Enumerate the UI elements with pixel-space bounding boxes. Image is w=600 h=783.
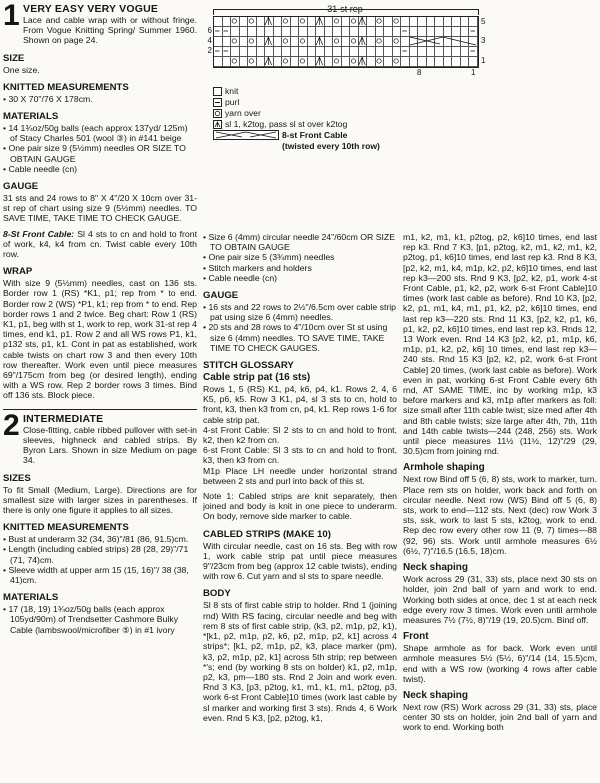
chart-cell	[299, 17, 308, 27]
chart-cell	[410, 47, 419, 57]
chart-cell	[214, 37, 223, 47]
chart-cell	[248, 27, 257, 37]
measurement-item: • Bust at underarm 32 (34, 36)"/81 (86, 91.5)cm.	[3, 534, 197, 544]
gauge-item: • 16 sts and 22 rows to 2½"/6.5cm over cable strip pat using size 6 (4mm) needles.	[203, 302, 397, 322]
chart-cell	[231, 57, 240, 67]
chart-cell	[257, 47, 266, 57]
chart-cell	[248, 37, 257, 47]
chart-cell	[333, 47, 342, 57]
neck-shaping-text: Work across 29 (31, 33) sts, place next 30 sts on holder, join 2nd ball of yarn and work to end. Working both sides at once, dec 1 st at each neck edge every row 3 times. Work even until armhole measures 7½ (7½, 8)"/19 (19, 20.5)cm. Bind off.	[403, 574, 597, 625]
chart-cell	[282, 17, 291, 27]
chart-cell	[240, 47, 249, 57]
chart-cell	[444, 57, 453, 67]
chart-cell	[214, 17, 223, 27]
chart-cell	[240, 27, 249, 37]
chart-cell	[308, 17, 317, 27]
chart-row-label-4: 4	[207, 36, 212, 45]
chart-cell	[410, 27, 419, 37]
chart-cell	[299, 37, 308, 47]
chart-cell	[384, 57, 393, 67]
chart-cell	[435, 47, 444, 57]
chart-cell	[231, 37, 240, 47]
material-item: • Cable needle (cn)	[203, 273, 397, 283]
chart-cell	[274, 57, 283, 67]
chart-cell	[291, 47, 300, 57]
section-heading-gauge: GAUGE	[3, 181, 39, 193]
chart-cell	[452, 27, 461, 37]
chart-cell	[418, 57, 427, 67]
chart-cell	[401, 47, 410, 57]
chart-cell	[325, 27, 334, 37]
chart-cell	[223, 27, 232, 37]
chart-cell	[291, 57, 300, 67]
chart-cell	[274, 47, 283, 57]
chart-cell	[393, 57, 402, 67]
chart-cell	[257, 17, 266, 27]
chart-cell	[367, 27, 376, 37]
material-item: • 17 (18, 19) 1¾oz/50g balls (each approx 105yd/90m) of Trendsetter Cashmore Bulky Cable (lambswool/microfiber ⑤) in #1 ivory	[3, 604, 197, 635]
material-item: • Stitch markers and holders	[203, 263, 397, 273]
chart-cell	[435, 57, 444, 67]
chart-cell	[418, 47, 427, 57]
chart-cell	[299, 47, 308, 57]
chart-cell	[350, 27, 359, 37]
project-1-header	[3, 0, 197, 46]
chart-cell	[274, 37, 283, 47]
chart-cell	[257, 27, 266, 37]
chart-cell	[282, 47, 291, 57]
chart-cell	[282, 57, 291, 67]
chart-cell	[393, 17, 402, 27]
chart-cell	[316, 47, 325, 57]
section-heading-measurements: KNITTED MEASUREMENTS	[3, 81, 129, 93]
chart-cell	[427, 17, 436, 27]
chart-cell	[401, 17, 410, 27]
chart-cell	[410, 57, 419, 67]
chart-cell	[469, 47, 478, 57]
chart-cell	[401, 27, 410, 37]
chart-cell	[274, 27, 283, 37]
chart-repeat-label: 31-st rep	[327, 4, 363, 14]
m1p-definition: M1p Place LH needle under horizontal strand between 2 sts and purl into back of this st.	[203, 465, 397, 486]
chart-cell	[257, 57, 266, 67]
chart-cell	[299, 27, 308, 37]
chart-cell	[427, 37, 436, 47]
section-heading-wrap: WRAP	[3, 266, 33, 278]
chart-cell	[469, 57, 478, 67]
chart-cell	[444, 37, 453, 47]
chart-cell	[231, 17, 240, 27]
chart-cell	[342, 37, 351, 47]
chart-cell	[248, 47, 257, 57]
chart-cell	[316, 37, 325, 47]
section-heading-materials: MATERIALS	[3, 592, 59, 604]
chart-cell	[461, 37, 470, 47]
note-1: Note 1: Cabled strips are knit separately, then joined and body is knit in one piece to underarm. On body, remove side marker to cable.	[203, 491, 397, 522]
key-knit: knit	[213, 86, 380, 97]
chart-cell	[427, 27, 436, 37]
neck-shaping-heading: Neck shaping	[403, 562, 469, 574]
cable-strip-heading: Cable strip pat (16 sts)	[203, 372, 311, 384]
armhole-shaping-text: Next row Bind off 5 (6, 8) sts, work to marker, turn. Place rem sts on holder, work back and forth on circular needle. Next row (WS) Bind off 5 (6, 8) sts, work to end—112 sts. Next (dec) row Work 3 sts, ssk, work to last 5 sts, k2tog, work to end. Rep dec row every other row 11 (9, 7) times—88 (92, 96) sts. Work until armhole measures 6½ (6½, 7)"/16.5 (16.5, 18)cm.	[403, 474, 597, 556]
chart-cell	[384, 27, 393, 37]
project-title: INTERMEDIATE	[23, 412, 104, 425]
chart-cell	[367, 17, 376, 27]
section-heading-measurements: KNITTED MEASUREMENTS	[3, 522, 129, 534]
chart-cell	[316, 57, 325, 67]
chart-cell	[359, 57, 368, 67]
section-heading-materials: MATERIALS	[3, 111, 59, 123]
chart-cell	[469, 27, 478, 37]
chart-cell	[325, 17, 334, 27]
chart-col-label-1: 1	[471, 68, 476, 77]
chart-row-label-5: 5	[481, 17, 486, 26]
chart-cell	[401, 57, 410, 67]
chart-cell	[214, 27, 223, 37]
chart-cell	[359, 47, 368, 57]
material-item: • Cable needle (cn)	[3, 164, 197, 174]
chart-cell	[350, 37, 359, 47]
chart-cell	[469, 17, 478, 27]
chart-cell	[461, 57, 470, 67]
project-number: 2	[3, 408, 20, 442]
chart-row-label-6: 6	[207, 26, 212, 35]
front-neck-shaping-text: Next row (RS) Work across 29 (31, 33) sts, place center 30 sts on holder, join 2nd ball of yarn and work to end. Working both	[403, 701, 597, 733]
chart-row-label-3: 3	[481, 36, 486, 45]
chart-row-label-2: 2	[207, 46, 212, 55]
material-item: • Size 6 (4mm) circular needle 24"/60cm OR SIZE TO OBTAIN GAUGE	[203, 232, 397, 252]
chart-cell	[342, 17, 351, 27]
chart-cell	[418, 37, 427, 47]
section-heading-body: BODY	[203, 588, 231, 600]
chart-cell	[214, 57, 223, 67]
chart-cell	[401, 37, 410, 47]
front-text: Shape armhole as for back. Work even until armhole measures 5½ (5½, 6)"/14 (14, 15.5)cm, end with a WS row (working 4 rows after cable twist).	[403, 643, 597, 684]
chart-cell	[410, 17, 419, 27]
chart-cell	[265, 27, 274, 37]
chart-cell	[333, 17, 342, 27]
chart-cell	[461, 47, 470, 57]
project-intro: Close-fitting, cable ribbed pullover with set-in sleeves, highneck and cabled strips. By Byron Lars. Shown in size Medium on page 34.	[23, 424, 197, 466]
chart-cell	[384, 47, 393, 57]
chart-cell	[248, 57, 257, 67]
chart-cell	[393, 27, 402, 37]
chart-cell	[418, 17, 427, 27]
material-item: • One pair size 5 (3¾mm) needles	[203, 252, 397, 262]
purl-square-icon	[213, 98, 222, 107]
chart-cell	[223, 37, 232, 47]
chart-cell	[308, 27, 317, 37]
chart-cell	[274, 17, 283, 27]
gauge-item: • 20 sts and 28 rows to 4"/10cm over St st using size 6 (4mm) needles. TO SAVE TIME, TAKE TIME TO CHECK GAUGES.	[203, 322, 397, 353]
knit-square-icon	[213, 87, 222, 96]
body-text: Sl 8 sts of first cable strip to holder. Rnd 1 (joining rnd) With RS facing, circular needle and beg with rem 8 sts of first cable strip, (k3, p2, m1p, p2, k1), *[k1, p2, m1p, p2, k6, p2, m1p, p2, k1] across 4 strips*; [k1, p2, m1p, p2, k3, place marker (pm), k3, p2, m1p, p2, k1] across 5th strip; rep between *'s; end (by working 8 sts on holder) k1, p2, m1p, p2, k3, pm—180 sts. Rnd 2 Join and work even. Rnd 3 K3, [p3, p2tog, k1, m1, k1, m1, p2tog, p3, work 6-st Front Cable]10 times (work last cable by sl marker and working first 3 sts). Rnds 4, 6 Work even. Rnd 5 K3, [p2, p2tog, k1,	[203, 600, 397, 723]
chart-cell	[376, 37, 385, 47]
key-sl1-k2tog-psso: sl 1, k2tog, pass sl st over k2tog	[213, 119, 380, 130]
front-heading: Front	[403, 631, 429, 643]
chart-cell	[461, 17, 470, 27]
column-3	[403, 232, 597, 783]
cable-definition: 8-St Front Cable: Sl 4 sts to cn and hold to front of work, k4, k4 from cn. Twist cable every 10th row.	[3, 228, 197, 260]
chart-cell	[376, 57, 385, 67]
chart-cell	[393, 37, 402, 47]
chart-cell	[367, 57, 376, 67]
chart-cell	[427, 47, 436, 57]
chart-cell	[350, 57, 359, 67]
chart-grid	[213, 16, 479, 68]
chart-cell	[393, 47, 402, 57]
column-2	[203, 232, 397, 783]
section-heading-size: SIZE	[3, 52, 25, 64]
cable-strip-pattern: Rows 1, 5 (RS) K1, p4, k6, p4, k1. Rows 2, 4, 6 K5, p6, k5. Row 3 K1, p4, sl 3 sts to cn, hold to front, k3, then k3 from cn, p4, k1. Rep rows 1-6 for cable strip pat.	[203, 384, 397, 425]
section-heading-cabled-strips: CABLED STRIPS (MAKE 10)	[203, 528, 331, 540]
material-item: • One pair size 9 (5½mm) needles OR SIZE TO OBTAIN GAUGE	[3, 143, 197, 163]
chart-cell	[359, 17, 368, 27]
chart-cell	[435, 17, 444, 27]
chart-cell	[316, 17, 325, 27]
key-8st-front-cable: 8-st Front Cable (twisted every 10th row)	[213, 130, 380, 150]
chart-cell	[452, 17, 461, 27]
sizes-text: To fit Small (Medium, Large). Directions are for smallest size with larger sizes in parentheses. If there is only one figure it applies to all sizes.	[3, 484, 197, 515]
measurement-item: • 30 X 70"/76 X 178cm.	[3, 94, 197, 104]
chart-cell	[333, 37, 342, 47]
chart-cell	[342, 47, 351, 57]
chart-row-label-1: 1	[481, 56, 486, 65]
size-text: One size.	[3, 64, 40, 75]
chart-cell	[376, 27, 385, 37]
chart-cell	[265, 57, 274, 67]
chart-cell	[214, 47, 223, 57]
chart-key	[213, 86, 380, 150]
chart-cell	[257, 37, 266, 47]
chart-repeat-bracket	[213, 9, 479, 15]
key-purl: purl	[213, 97, 380, 108]
chart-cell	[342, 57, 351, 67]
chart-cell	[299, 57, 308, 67]
chart-cell	[248, 17, 257, 27]
chart-cell	[325, 57, 334, 67]
yarn-over-circle-icon	[213, 109, 222, 118]
chart-cell	[350, 47, 359, 57]
chart-cell	[350, 17, 359, 27]
chart-cell	[452, 47, 461, 57]
section-heading-glossary: STITCH GLOSSARY	[203, 360, 294, 372]
front-neck-shaping-heading: Neck shaping	[403, 689, 469, 701]
chart-cell	[384, 37, 393, 47]
chart-cell	[282, 37, 291, 47]
chart-cell	[240, 17, 249, 27]
chart-cell	[435, 27, 444, 37]
chart-cell	[231, 47, 240, 57]
six-st-front-cable: 6-st Front Cable: Sl 3 sts to cn and hold to front, k3, then k3 from cn.	[203, 445, 397, 466]
chart-cell	[223, 57, 232, 67]
chart-col-label-8: 8	[417, 68, 422, 77]
chart-cell	[376, 47, 385, 57]
chart-cell	[240, 37, 249, 47]
chart-cell	[367, 37, 376, 47]
chart-cell	[461, 27, 470, 37]
four-st-front-cable: 4-st Front Cable: Sl 2 sts to cn and hold to front, k2, then k2 from cn.	[203, 424, 397, 446]
chart-cell	[291, 27, 300, 37]
chart-cell	[359, 37, 368, 47]
key-yarn-over: yarn over	[213, 108, 380, 119]
project-title: VERY EASY VERY VOGUE	[23, 3, 159, 15]
chart-cell	[435, 37, 444, 47]
chart-cell	[308, 57, 317, 67]
material-item: • 14 1¾oz/50g balls (each approx 137yd/ 125m) of Stacy Charles 501 (wool ③) in #141 beige	[3, 123, 197, 143]
chart-cell	[367, 47, 376, 57]
section-heading-sizes: SIZES	[3, 472, 31, 484]
chart-cell	[223, 47, 232, 57]
chart-cell	[240, 57, 249, 67]
chart-cell	[308, 37, 317, 47]
chart-cell	[444, 47, 453, 57]
chart-cell	[325, 37, 334, 47]
chart-cell	[418, 27, 427, 37]
chart-cell	[444, 27, 453, 37]
chart-cell	[231, 27, 240, 37]
project-divider	[3, 409, 197, 410]
chart-cell	[444, 17, 453, 27]
lace-cable-chart	[203, 2, 597, 230]
chart-cell	[325, 47, 334, 57]
body-text-continued: m1, k2, m1, k1, p2tog, p2, k6]10 times, end last rep k3. Rnd 7 K3, [p1, p2tog, k2, m1, k2, m1, k2, p2tog, p1, k6]10 times, end last rep k3. Rnd 8 K3, [p2, k2, m1, k4, m1p, k2, p2, k6]10 times, end last rep k3—200 sts. Rnd 9 K3, [p2, k2, p1, work 4-st Front Cable, p1, k2, p2, work 6-st Front Cable]10 times (work last cable as before). Rnd 10 K3, [p2, k2, p1, m1, k4, m1, p1, k2, p2, k6]10 times, end last rep k3—220 sts. Rnd 11 K3, [p2, k2, p1, k6, p1, k2, p2, k6]10 times, end last rep k3. Rnds 12, 13 Work even. Rnd 14 K3 [p2, k2, p1, m1p, k6, m1p, p1, k2, p2, k6] 10 times, end last rep k3—240 sts. Rnd 15 K3 [p2, k2, p2, work 6-st Front Cable] 20 times, (work last cable as before). Work even in pat, working 6-st Front Cable every 6th rnd, AT SAME TIME, inc by working m1p, k3 before markers and k3, m1p after markers as foll: size small after 11th cable twist; size med after 4th and 8th cable twists; size large after 4th, 7th, 11th and 14th cable twists—244 (248, 256) sts. Work until piece measures 11½ (11½, 12)"/29 (29, 30.5)cm from joining rnd.	[403, 232, 597, 457]
measurement-item: • Sleeve width at upper arm 15 (15, 16)"/ 38 (38, 41)cm.	[3, 565, 197, 585]
chart-cell	[410, 37, 419, 47]
chart-cell	[308, 47, 317, 57]
chart-cell	[265, 17, 274, 27]
chart-cell	[452, 37, 461, 47]
column-1	[3, 0, 197, 783]
sl-k2tog-psso-icon	[213, 120, 222, 129]
chart-cell	[342, 27, 351, 37]
chart-cell	[469, 37, 478, 47]
wrap-instructions: With size 9 (5½mm) needles, cast on 136 sts. Border row 1 (RS) *K1, p1; rep from * to end. Border row 2 (WS) *P1, k1; rep from * to end. Rep border rows 1 and 2 twice. Beg chart: Row 1 (RS) K1, p1, beg with st 1, work to rep, work 31-st rep 4 times, end k1, p1. Row 2 and all WS rows P1, k1, p132 sts, p1, k1. Cont in pat as established, work cable twists on chart row 3 and then every 10th row thereafter. Work even until piece measures 69"/175cm from beg (or desired length), ending with a WS row. Rep 2 border rows 3 times. Bind off 136 sts. Block piece.	[3, 278, 197, 401]
cable-symbol-icon	[213, 130, 279, 140]
chart-cell	[282, 27, 291, 37]
chart-cell	[376, 17, 385, 27]
chart-cell	[223, 17, 232, 27]
chart-cell	[265, 47, 274, 57]
chart-cell	[316, 27, 325, 37]
gauge-text: 31 sts and 24 rows to 8" X 4"/20 X 10cm over 31-st rep of chart using size 9 (5½mm) needles. TO SAVE TIME, TAKE TIME TO CHECK GAUGE.	[3, 193, 197, 224]
cabled-strips-text: With circular needle, cast on 16 sts. Beg with row 1, work cable strip pat until piece measures 9"/23cm from beg (approx 12 cable twists), ending with row 6. Cut yarn and sl sts to spare needle.	[203, 540, 397, 582]
chart-cell	[384, 17, 393, 27]
chart-cell	[333, 57, 342, 67]
measurement-item: • Length (including cabled strips) 28 (28, 29)"/71 (71, 74)cm.	[3, 544, 197, 564]
chart-cell	[452, 57, 461, 67]
project-intro: Lace and cable wrap with or without fringe. From Vogue Knitting Spring/ Summer 1960. Shown on page 24.	[23, 15, 197, 46]
chart-cell	[359, 27, 368, 37]
chart-cell	[333, 27, 342, 37]
armhole-shaping-heading: Armhole shaping	[403, 462, 485, 474]
chart-cell	[427, 57, 436, 67]
chart-cell	[291, 37, 300, 47]
chart-cell	[291, 17, 300, 27]
project-number: 1	[3, 0, 20, 32]
chart-cell	[265, 37, 274, 47]
section-heading-gauge: GAUGE	[203, 290, 239, 302]
project-2-header	[3, 408, 197, 466]
